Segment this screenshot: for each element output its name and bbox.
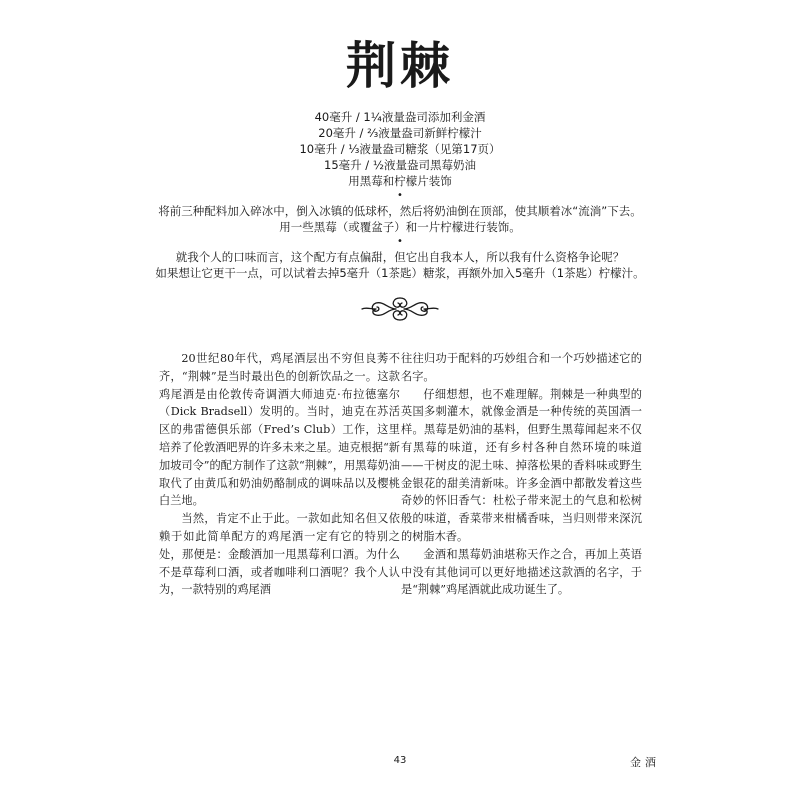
method-line: 将前三种配料加入碎冰中，倒入冰镇的低球杯，然后将奶油倒在顶部，使其顺着冰“流淌”下去。	[158, 204, 642, 218]
recipe-title: 荆棘	[346, 36, 454, 95]
method-line: 用一些黑莓（或覆盆子）和一片柠檬进行装饰。	[279, 220, 521, 234]
ingredient-line: 10毫升 / ⅓液量盎司糖浆（见第17页）	[299, 142, 501, 156]
ingredient-line: 15毫升 / ½液量盎司黑莓奶油	[324, 158, 476, 172]
body-paragraph: 20世纪80年代，鸡尾酒层出不穷但良莠不齐，“荆棘”是当时最出色的创新饮品之一。这款鸡尾酒是由伦敦传奇调酒大师迪克·布拉德塞尔（Dick Bradsell）发明的。当时，迪克在苏活区的弗雷德俱乐部（Fred’s Club）工作，这里培养了伦敦酒吧界的许多未来之星。迪克根据“新加坡司令”的配方制作了这款“荆棘”，用黑莓奶油取代了由黄瓜和奶油奶酪制成的调味品以及樱桃白兰地。	[159, 352, 400, 508]
body-paragraph: 当然，肯定不止于此。一款如此知名但又依赖于如此简单配方的鸡尾酒一定有它的特别之处，那便是：金酸酒加一甩黑莓利口酒。为什么不是草莓利口酒，或者咖啡利口酒呢？我个人认为，一款特别的鸡尾酒	[159, 512, 400, 597]
garnish-line: 用黑莓和柠檬片装饰	[348, 174, 452, 188]
note-line: 就我个人的口味而言，这个配方有点偏甜，但它出自我本人，所以我有什么资格争论呢？	[175, 250, 625, 264]
note-line: 如果想让它更干一点，可以试着去掉5毫升（1茶匙）糖浆，再额外加入5毫升（1茶匙）柠檬汁。	[155, 266, 645, 280]
body-column-right	[401, 350, 642, 599]
body-paragraph: 金酒和黑莓奶油堪称天作之合，再加上英语中没有其他词可以更好地描述这款酒的名字，于是“荆棘”鸡尾酒就此成功诞生了。	[401, 547, 642, 597]
ornament-divider-icon	[360, 295, 440, 323]
running-title: 金酒	[630, 756, 660, 769]
body-paragraph-continued: 往往归功于配料的巧妙组合和一个巧妙描述它的名字。	[401, 352, 642, 383]
recipe-block	[150, 109, 650, 281]
body-paragraph: 仔细想想，也不难理解。荆棘是一种典型的英国多刺灌木，就像金酒是一种传统的英国酒一样。黑莓是奶油的基料，但野生黑莓闻起来不仅有黑莓的味道，还有乡村各种自然环境的味道——干树皮的泥土味、掉落松果的香料味或野生金银花的甜美清新味。许多金酒中都散发着这些奇妙的怀旧香气：杜松子带来泥土的气息和松树般的味道，香菜带来柑橘香味，当归则带来深沉的树脂木香。	[401, 387, 642, 543]
ingredient-line: 40毫升 / 1¼液量盎司添加利金酒	[314, 110, 486, 124]
bullet-separator: •	[397, 236, 403, 247]
page-number: 43	[393, 755, 407, 766]
ingredient-line: 20毫升 / ⅔液量盎司新鲜柠檬汁	[318, 126, 482, 140]
bullet-separator: •	[397, 190, 403, 201]
body-column-left	[159, 350, 400, 599]
